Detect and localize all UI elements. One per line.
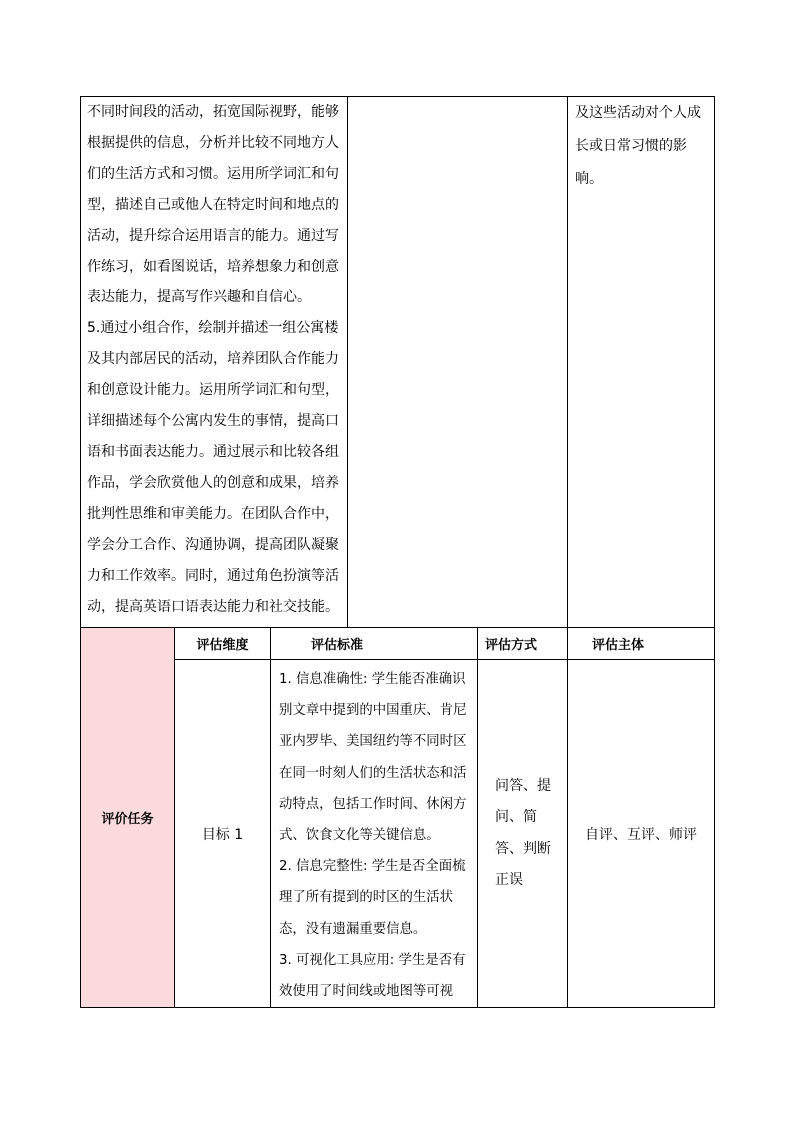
- goal-label: 目标 1: [175, 660, 271, 1008]
- criteria-cell: [271, 660, 478, 1008]
- objectives-cell: [81, 97, 348, 628]
- criteria-item: 2. 信息完整性: 学生是否全面梳理了所有提到的时区的生活状态，没有遗漏重要信息。: [279, 859, 466, 937]
- evaluation-row: [81, 660, 715, 1008]
- method-cell: 问答、提问、简答、判断正误: [478, 660, 568, 1008]
- objective-paragraph: 5.通过小组合作，绘制并描述一组公寓楼及其内部居民的活动，培养团队合作能力和创意设计能力。运用所学词汇和句型，详细描述每个公寓内发生的事情，提高口语和书面表达能力。通过展示和比较各组作品，学会欣赏他人的创意和成果，培养批判性思维和审美能力。在团队合作中，学会分工合作、沟通协调，提高团队凝聚力和工作效率。同时，通过角色扮演等活动，提高英语口语表达能力和社交技能。: [87, 320, 339, 615]
- evaluation-section-label: 评价任务: [81, 628, 175, 1008]
- header-dimension: 评估维度: [175, 628, 271, 660]
- right-notes-cell: [568, 97, 715, 628]
- header-subject: 评估主体: [568, 628, 715, 660]
- criteria-item: 1. 信息准确性: 学生能否准确识别文章中提到的中国重庆、肯尼亚内罗毕、美国纽约等不同时区在同一时刻人们的生活状态和活动特点，包括工作时间、休闲方式、饮食文化等关键信息。: [279, 672, 467, 844]
- objective-paragraph: 不同时间段的活动，拓宽国际视野，能够根据提供的信息，分析并比较不同地方人们的生活方式和习惯。运用所学词汇和句型，描述自己或他人在特定时间和地点的活动，提升综合运用语言的能力。通过写作练习，如看图说话，培养想象力和创意表达能力，提高写作兴趣和自信心。: [87, 104, 339, 306]
- middle-blank-cell: [348, 97, 568, 628]
- header-standard: 评估标准: [271, 628, 478, 660]
- right-notes-text: 及这些活动对个人成长或日常习惯的影响。: [575, 105, 702, 187]
- objectives-row: [81, 97, 715, 628]
- header-method: 评估方式: [478, 628, 568, 660]
- lesson-plan-table: [80, 96, 715, 1008]
- evaluation-header-row: [81, 628, 715, 660]
- subject-cell: 自评、互评、师评: [568, 660, 715, 1008]
- criteria-item: 3. 可视化工具应用: 学生是否有效使用了时间线或地图等可视: [279, 952, 466, 1000]
